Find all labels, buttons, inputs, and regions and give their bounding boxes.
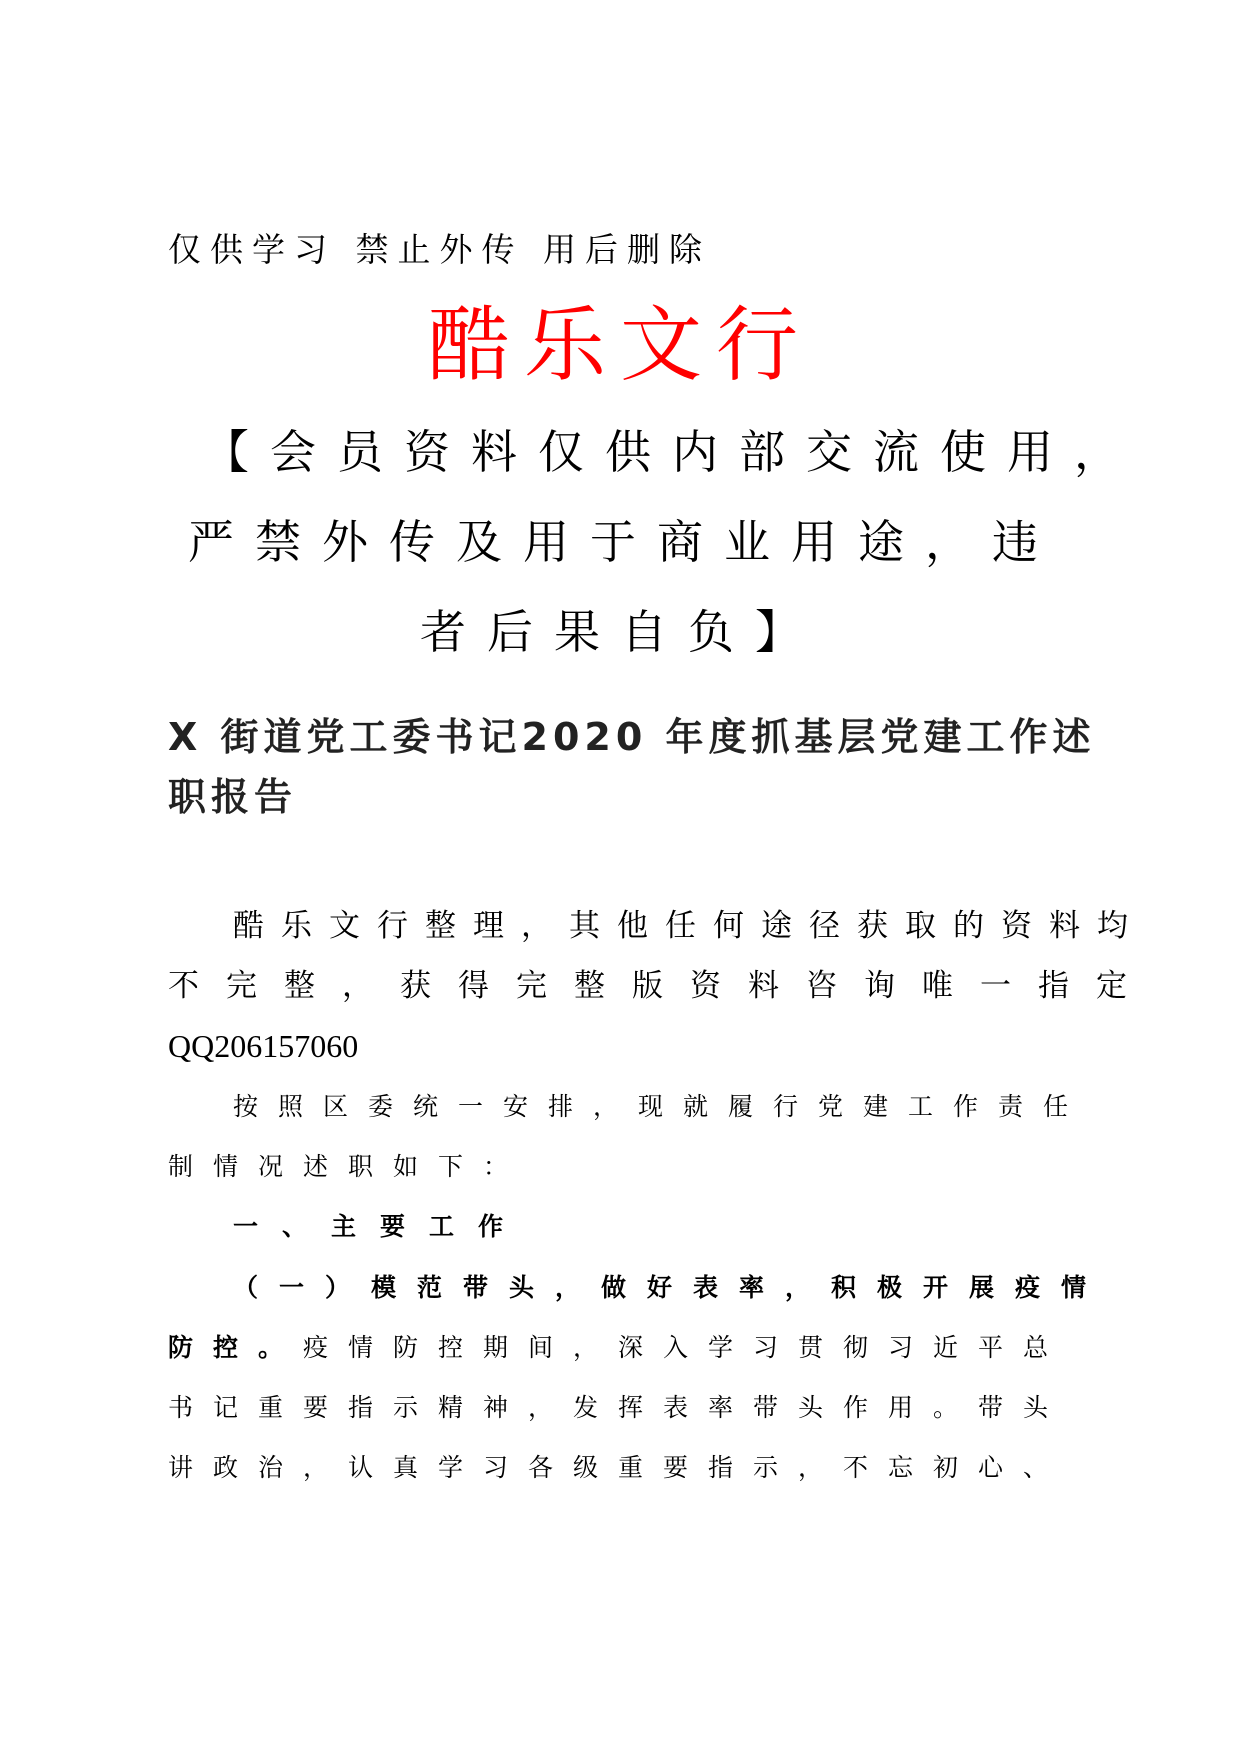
warning-line-3: 者后果自负】: [420, 605, 822, 659]
warning-line-1: 【会员资料仅供内部交流使用，: [203, 425, 1141, 479]
subsection-heading-end: 防控。: [168, 1333, 304, 1362]
body-line-1: 书记重要指示精神，发挥表率带头作用。带头: [168, 1393, 1069, 1422]
intro-line-2: 不完整，获得完整版资料咨询唯一指定: [168, 968, 1154, 1004]
intro-qq-number: QQ206157060: [168, 1028, 359, 1064]
report-title-line-2: 职报告: [168, 775, 298, 819]
brand-title: 酷乐文行: [427, 298, 812, 393]
subsection-text-line-1: 疫情防控期间，深入学习贯彻习近平总: [303, 1333, 1069, 1362]
intro-line-1: 酷乐文行整理，其他任何途径获取的资料均: [233, 908, 1145, 944]
usage-notice: 仅供学习 禁止外传 用后删除: [168, 230, 711, 269]
report-title-line-1: X 街道党工委书记2020 年度抓基层党建工作述: [168, 715, 1096, 759]
subsection-line-2: [168, 1328, 1068, 1368]
body-line-2: 讲政治，认真学习各级重要指示，不忘初心、: [168, 1453, 1069, 1482]
subsection-heading-line-1: （一）模范带头，做好表率，积极开展疫情: [233, 1273, 1108, 1302]
warning-line-2: 严禁外传及用于商业用途，违: [188, 515, 1059, 569]
section-heading: 一、主要工作: [233, 1212, 528, 1241]
paragraph-1-line-2: 制情况述职如下：: [168, 1152, 529, 1181]
paragraph-1-line-1: 按照区委统一安排，现就履行党建工作责任: [233, 1092, 1089, 1121]
